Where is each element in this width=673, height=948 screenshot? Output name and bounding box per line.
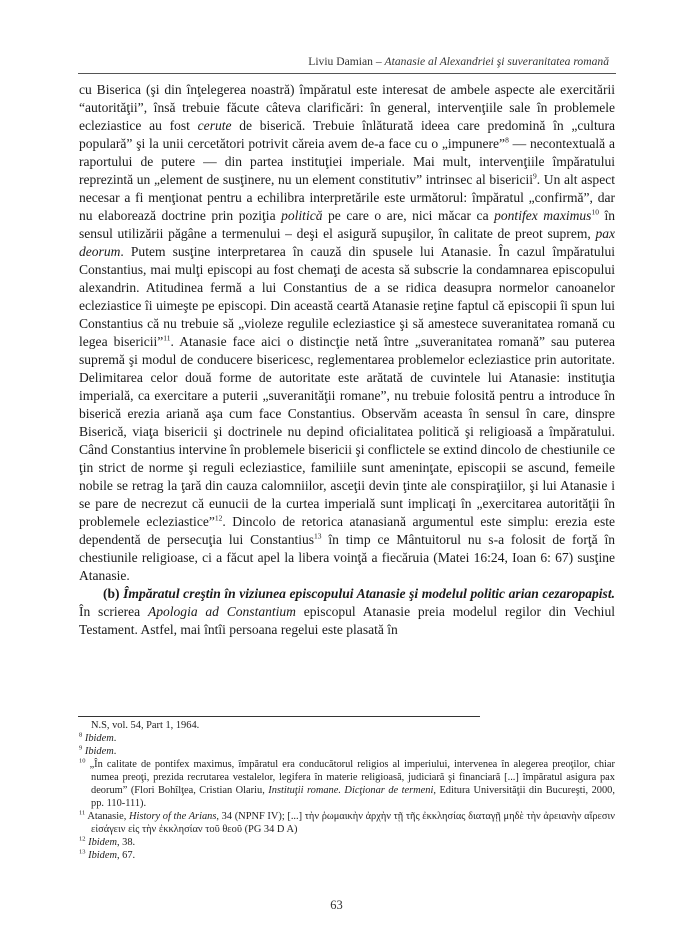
text-run: History of the Arians (128, 811, 217, 822)
text-run: pe care o are, nici măcar ca (322, 208, 495, 223)
footnote-ref: 11 (163, 333, 171, 343)
text-run: . Dincolo de retorica atanasiană argumentul este simplu: erezia este dependentă de persecuţia lui Constantius (79, 514, 615, 547)
text-run: în timp ce Mântuitorul nu s-a folosit de forţă în chestiunile religioase, ci a făcut apel la libera voinţă a fiecăruia (Matei 16:24, Ioan 6: 67) susţine Atanasie. (79, 532, 615, 583)
footnotes (79, 719, 615, 862)
footnote-ref: 13 (314, 531, 322, 541)
main-text (79, 81, 615, 639)
text-run: cu Biserica (şi din înţelegerea noastră) împăratul este interesat de ambele aspecte ale exercitării “autorităţii”, însă trebuie făcute câteva clarificări: în general, intervenţiile sale în problemele ecleziastice au fost (79, 82, 615, 133)
text-run: Atanasie, (85, 811, 129, 822)
text-run: pontifex maximus (494, 208, 592, 223)
page-number: 63 (330, 898, 343, 912)
text-run: cerute (197, 118, 232, 133)
header-author: Liviu Damian (308, 55, 373, 68)
header-dash: – (372, 55, 385, 68)
footnote (79, 745, 615, 758)
text-run: , Editura Universităţii din Bucureşti, 2000, pp. 110-111). (91, 785, 615, 809)
footnote (79, 810, 615, 836)
footnote-ref: 8 (79, 731, 83, 739)
footnote-ref: 9 (79, 744, 83, 752)
footnote-ref: 11 (79, 809, 86, 817)
running-header (308, 55, 609, 68)
text-run: „În calitate de pontifex maximus, împăratul era conducătorul religios al imperiului, intervenea în alegerea preoţilor, chiar numea preoţi, prezida recrutarea vestalelor, legifera în materie religioasă, judiciară şi financiară [...] împăratul asigura pax deorum” (Flori Bohîlţea, Cristian Olariu, (85, 759, 615, 796)
text-run: , 67. (116, 850, 136, 861)
text-run: în sensul utilizării păgâne a termenului – deşi el asigură supuşilor, în calitate de preot suprem, (79, 208, 615, 241)
text-run: , 34 (NPNF IV); [...] τὴν ῥωμαικὴν ἀρχὴν τῇ τῆς ἐκκλησίας διαταγῇ μηδὲ τὴν ἀρειανὴν αἵρεσιν εἰσάγειν εἰς τὴν ἐκκλησίαν τοῦ θεοῦ (PG 34 D A) (91, 811, 616, 835)
text-run: Apologia ad Constantium (147, 604, 296, 619)
text-run: Ibidem (84, 746, 114, 757)
footnote-ref: 9 (533, 171, 537, 181)
paragraph-1 (79, 81, 615, 585)
text-run: . Putem susţine interpretarea în cauză din spusele lui Atanasie. În cazul împăratului Constantius, mai mulţi episcopi au fost chemaţi de acesta să subscrie la condamnarea episcopului alexandrin. Atitudinea fermă a lui Constantius de a se ridica deasupra normelor canoanelor ecleziastice îi uimeşte pe episcopi. Din această ceartă Atanasie reţine faptul că episcopii îi spun lui Constantius că nu trebuie să „violeze regulile ecleziastice şi să amestece suveranitatea romană cu legea bisericii” (79, 244, 615, 349)
footnote (79, 836, 615, 849)
footnote (79, 849, 615, 862)
text-run: , 38. (116, 837, 136, 848)
footnote-ref: 13 (79, 848, 86, 856)
text-run: pax deorum (79, 226, 615, 259)
text-run: Ibidem (84, 733, 114, 744)
footnote (79, 758, 615, 810)
footnote-ref: 8 (505, 135, 509, 145)
header-title: Atanasie al Alexandriei şi suveranitatea romană (384, 55, 609, 68)
footnote (79, 719, 615, 732)
header-rule (78, 73, 616, 74)
text-run: episcopul Atanasie preia modelul regilor din Vechiul Testament. Astfel, mai întîi persoana regelui este plasată în (79, 604, 615, 637)
text-run: N.S, vol. 54, Part 1, 1964. (91, 720, 200, 731)
text-run: politică (281, 208, 323, 223)
text-run: Instituţii romane. Dicţionar de termeni (268, 785, 434, 796)
text-run: . Atanasie face aici o distincţie netă între „suveranitatea romană” sau puterea supremă şi modul de conducere bisericesc, reglementarea problemelor ecleziastice prin autoritate. Delimitarea celor două forme de autoritate este arătată de cuvintele lui Atanasie: instituţia imperială, ca exercitare a puterii „suveranităţii romane”, nu trebuie folosită pentru a introduce în biserică erezia ariană aşa cum face Constantius. Observăm aceasta în sensul în care, dinspre Biserică, viaţa bisericii şi doctrinele nu depind oficialitatea politică şi religioasă a împăratului. Când Constantius intervine în problemele bisericii şi conflictele se extind dincolo de chestiunile ce ţin strict de norme şi reguli ecleziastice, familiile sunt ameninţate, episcopii se ascund, femeile nobile se retrag la ţară din cauza calomniilor, asceţii devin ţinte ale conspiraţiilor, şi lui Atanasie i se pare de necrezut că eunucii de la curtea imperială sunt implicaţi în „exercitarea autorităţii în problemele ecleziastice” (79, 334, 615, 529)
text-run: Împăratul creştin în viziunea episcopului Atanasie şi modelul politic arian cezaropapist. (123, 586, 615, 601)
footnote-separator (78, 716, 480, 717)
footnote-ref: 12 (79, 835, 86, 843)
text-run: Ibidem (88, 850, 117, 861)
text-run: . (113, 733, 117, 744)
text-run: de biserică. Trebuie înlăturată ideea care predomină în „cultura populară” şi la unii cercetători potrivit căreia avem de-a face cu o „impunere” (79, 118, 616, 151)
text-run: În scrierea (79, 604, 148, 619)
footnote (79, 732, 615, 745)
text-run: (b) (103, 586, 124, 601)
footnote-ref: 12 (214, 513, 223, 523)
text-run: — necontextuală a raportului de putere — din partea instituţiei imperiale. Mai mult, intervenţiile împăratului reprezintă un „element de susţinere, nu un element constitutiv” intrinsec al bisericii (79, 136, 615, 187)
paragraph-2 (79, 585, 615, 639)
text-run: . (113, 746, 117, 757)
footnote-ref: 10 (591, 207, 599, 217)
text-run: Ibidem (88, 837, 117, 848)
footnote-ref: 10 (79, 757, 86, 765)
text-run: . Un alt aspect necesar a fi menţionat pentru a echilibra interpretările este următorul: împăratul „confirmă”, dar nu elaborează doctrine prin poziţia (79, 172, 615, 223)
